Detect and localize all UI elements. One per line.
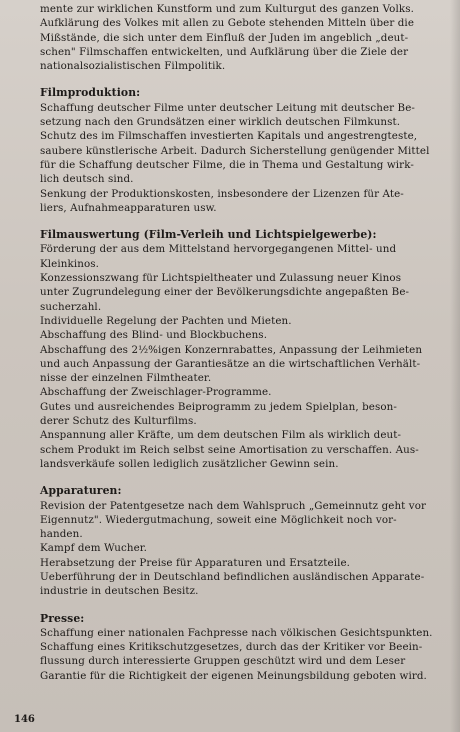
text-line: Abschaffung der Zweischlager-Programme. — [40, 386, 272, 399]
text-line: Garantie für die Richtigkeit der eigenen Meinungsbildung geboten wird. — [40, 669, 427, 682]
text-line: landsverkäufe sollen lediglich zusätzlicher Gewinn sein. — [40, 457, 339, 470]
text-line: Mißstände, die sich unter dem Einfluß der Juden im angeblich „deut- — [40, 31, 409, 44]
text-line: Schutz des im Filmschaffen investierten Kapitals und angestrengteste, — [40, 130, 418, 143]
text-line: Eigennutz". Wiedergutmachung, soweit eine Möglichkeit noch vor- — [40, 513, 397, 526]
text-line: schen" Filmschaffen entwickelten, und Aufklärung über die Ziele der — [40, 45, 409, 58]
text-line: handen. — [40, 528, 83, 541]
page-number: 146 — [14, 714, 35, 725]
text-line: flussung durch interessierte Gruppen geschützt wird und dem Leser — [40, 655, 406, 668]
section-filmproduktion — [40, 86, 452, 215]
text-line: lich deutsch sind. — [40, 173, 134, 186]
text-line: Schaffung deutscher Filme unter deutscher Leitung mit deutscher Be- — [40, 101, 415, 114]
section-heading: Filmauswertung (Film-Verleih und Lichtspielgewerbe): — [40, 228, 377, 242]
section-heading: Filmproduktion: — [40, 86, 141, 100]
text-line: Kampf dem Wucher. — [40, 542, 148, 555]
text-line: Konzessionszwang für Lichtspieltheater und Zulassung neuer Kinos — [40, 272, 402, 285]
text-line: unter Zugrundelegung einer der Bevölkerungsdichte angepaßten Be- — [40, 286, 410, 299]
section-heading: Apparaturen: — [40, 484, 122, 498]
text-line: sucherzahl. — [40, 300, 102, 313]
text-line: schem Produkt im Reich selbst seine Amortisation zu verschaffen. Aus- — [40, 443, 419, 456]
text-line: Abschaffung des Blind- und Blockbuchens. — [40, 329, 268, 342]
intro-paragraph — [40, 2, 452, 73]
text-line: Ueberführung der in Deutschland befindlichen ausländischen Apparate- — [40, 570, 425, 583]
text-line: Schaffung einer nationalen Fachpresse nach völkischen Gesichtspunkten. — [40, 626, 433, 639]
section-apparaturen — [40, 484, 452, 598]
text-line: mente zur wirklichen Kunstform und zum Kulturgut des ganzen Volks. — [40, 3, 414, 15]
text-line: nisse der einzelnen Filmtheater. — [40, 372, 212, 385]
text-line: nationalsozialistischen Filmpolitik. — [40, 60, 226, 73]
section-presse — [40, 612, 452, 683]
text-line: Revision der Patentgesetze nach dem Wahlspruch „Gemeinnutz geht vor — [40, 499, 427, 512]
text-line: Gutes und ausreichendes Beiprogramm zu jedem Spielplan, beson- — [40, 400, 397, 413]
text-line: setzung nach den Grundsätzen einer wirklich deutschen Filmkunst. — [40, 116, 401, 129]
text-line: derer Schutz des Kulturfilms. — [40, 415, 197, 428]
section-heading: Presse: — [40, 611, 85, 625]
page-edge-shadow — [450, 0, 460, 732]
text-line: liers, Aufnahmeapparaturen usw. — [40, 201, 217, 214]
text-line: Abschaffung des 2½%igen Konzernrabattes, Anpassung der Leihmieten — [40, 343, 423, 356]
text-line: Schaffung eines Kritikschutzgesetzes, durch das der Kritiker vor Beein- — [40, 641, 423, 654]
text-line: Anspannung aller Kräfte, um dem deutschen Film als wirklich deut- — [40, 429, 402, 442]
text-line: Senkung der Produktionskosten, insbesondere der Lizenzen für Ate- — [40, 187, 404, 200]
text-line: Herabsetzung der Preise für Apparaturen und Ersatzteile. — [40, 556, 351, 569]
text-line: Kleinkinos. — [40, 257, 100, 270]
text-line: Förderung der aus dem Mittelstand hervorgegangenen Mittel- und — [40, 243, 397, 256]
text-line: Individuelle Regelung der Pachten und Mieten. — [40, 314, 292, 327]
text-line: für die Schaffung deutscher Filme, die in Thema und Gestaltung wirk- — [40, 158, 414, 171]
page-text — [40, 2, 452, 683]
text-line: saubere künstlerische Arbeit. Dadurch Sicherstellung genügender Mittel — [40, 144, 430, 157]
text-line: industrie in deutschen Besitz. — [40, 585, 199, 598]
section-filmauswertung — [40, 228, 452, 471]
text-line: Aufklärung des Volkes mit allen zu Gebote stehenden Mitteln über die — [40, 17, 415, 30]
text-line: und auch Anpassung der Garantiesätze an die wirtschaftlichen Verhält- — [40, 357, 421, 370]
